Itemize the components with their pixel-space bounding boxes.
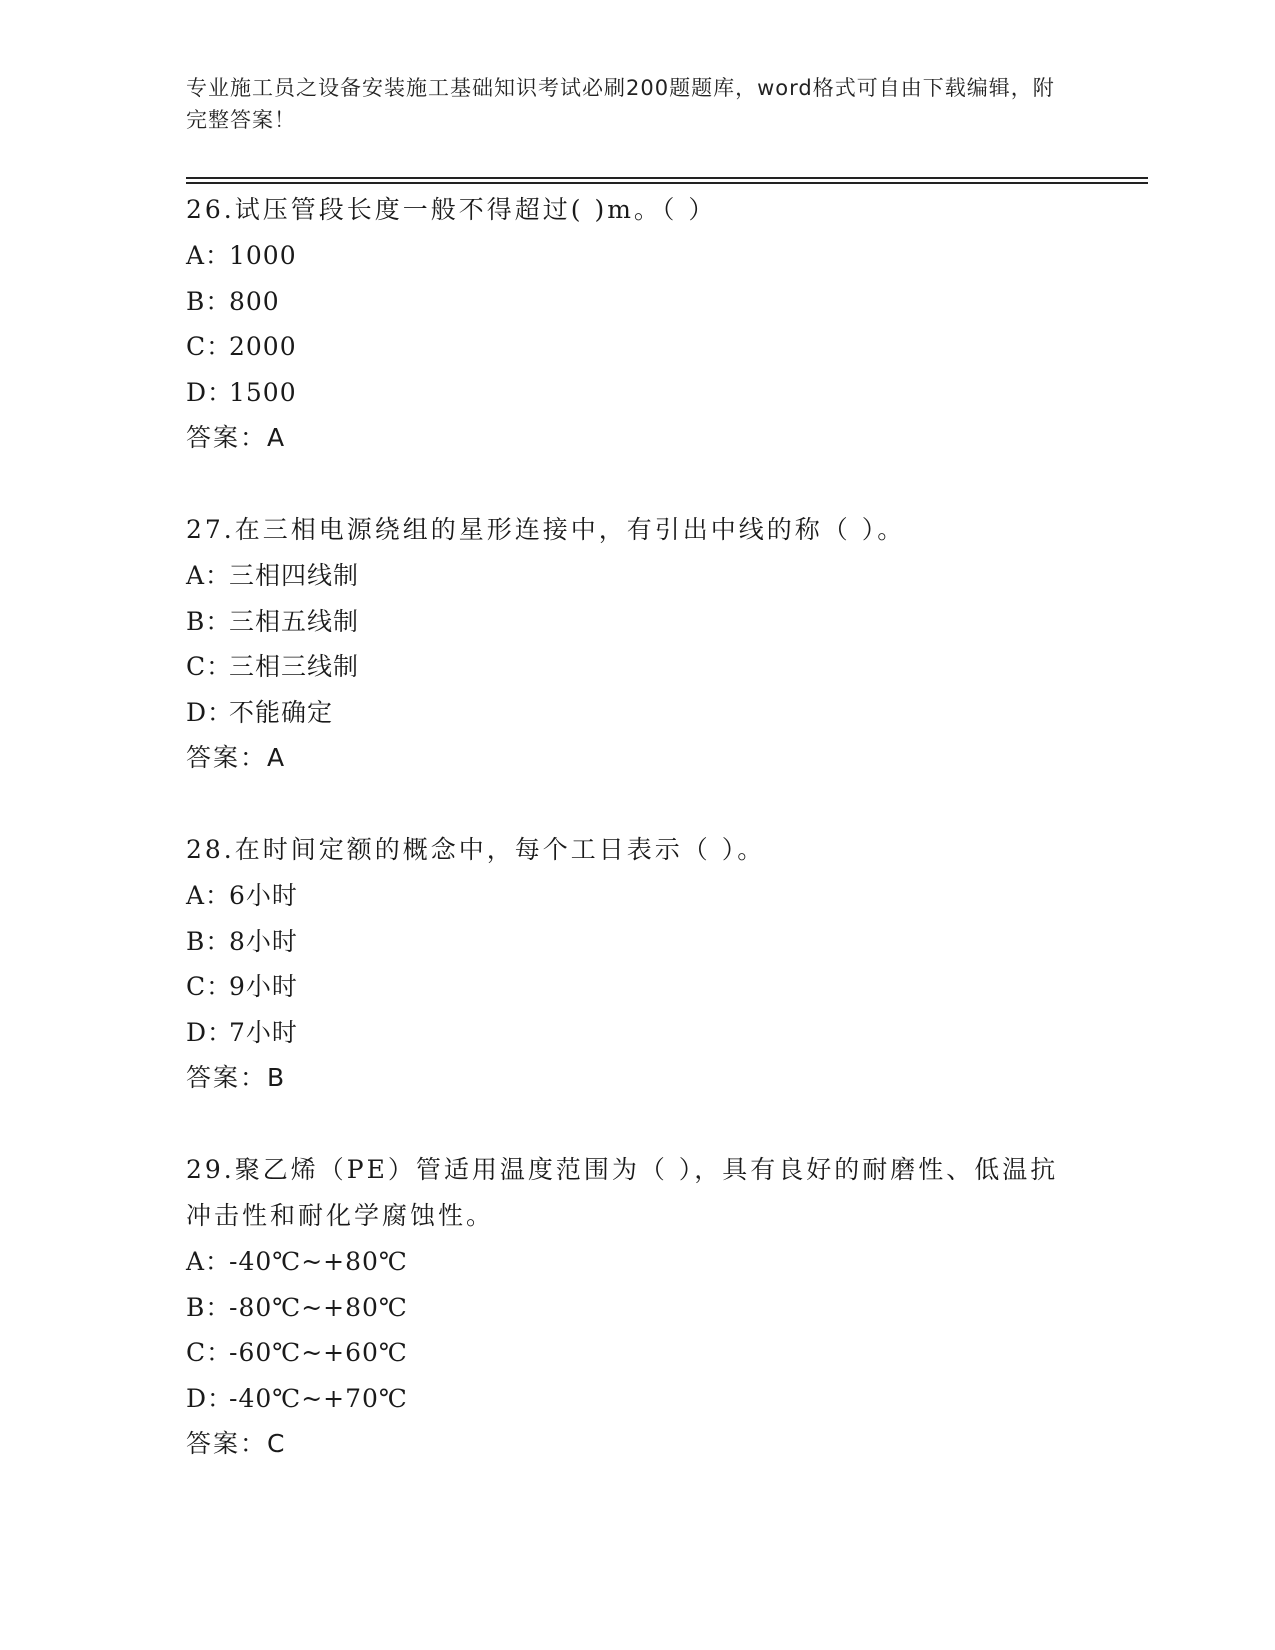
option-key: D：	[186, 697, 234, 727]
answer-label: 答案：	[186, 1429, 268, 1458]
option-key: B：	[186, 1292, 232, 1322]
answer-label: 答案：	[186, 1063, 268, 1092]
option-d	[186, 370, 1066, 416]
option-text: 三相四线制	[229, 561, 360, 590]
answer-value: C	[267, 1429, 285, 1458]
option-text: 2000	[229, 332, 297, 361]
option-key: B：	[186, 606, 232, 636]
option-text: 1500	[229, 377, 297, 407]
answer-value: A	[267, 423, 285, 452]
option-text: 三相五线制	[229, 606, 360, 636]
option-text: 1000	[229, 241, 297, 270]
option-d	[186, 1010, 1066, 1056]
question-26	[186, 187, 1066, 461]
option-text: 三相三线制	[229, 652, 360, 681]
option-b	[186, 599, 1066, 645]
answer-line	[186, 1421, 1066, 1467]
option-text: 7小时	[229, 1017, 298, 1047]
option-a	[186, 1239, 1066, 1285]
option-text: -40℃~+70℃	[229, 1383, 408, 1413]
option-text: 800	[229, 286, 280, 316]
option-a	[186, 233, 1066, 279]
option-key: D：	[186, 1017, 234, 1047]
option-key: D：	[186, 1383, 234, 1413]
option-d	[186, 690, 1066, 736]
answer-label: 答案：	[186, 743, 268, 772]
option-key: A：	[186, 241, 232, 270]
header-divider-top	[186, 177, 1148, 179]
option-key: C：	[186, 652, 233, 681]
option-text: 不能确定	[229, 697, 334, 727]
option-b	[186, 919, 1066, 965]
answer-line	[186, 735, 1066, 781]
answer-line	[186, 415, 1066, 461]
option-c	[186, 644, 1066, 690]
question-29	[186, 1147, 1066, 1467]
option-b	[186, 279, 1066, 325]
question-stem: 27.在三相电源绕组的星形连接中，有引出中线的称（ ）。	[186, 515, 906, 544]
option-key: C：	[186, 1338, 233, 1367]
option-key: C：	[186, 332, 233, 361]
option-c	[186, 324, 1066, 370]
option-b	[186, 1285, 1066, 1331]
option-text: 8小时	[229, 926, 298, 956]
option-key: B：	[186, 926, 232, 956]
question-27	[186, 507, 1066, 781]
option-a	[186, 873, 1066, 919]
option-c	[186, 1330, 1066, 1376]
option-key: D：	[186, 377, 234, 407]
option-text: -80℃~+80℃	[229, 1292, 408, 1322]
option-key: A：	[186, 1247, 232, 1276]
option-d	[186, 1376, 1066, 1422]
option-key: A：	[186, 881, 232, 910]
question-stem: 26.试压管段长度一般不得超过( )m。（ ）	[186, 195, 717, 224]
option-text: 9小时	[229, 972, 298, 1001]
option-key: A：	[186, 561, 232, 590]
document-header: 专业施工员之设备安装施工基础知识考试必刷200题题库，word格式可自由下载编辑，附完整答案！	[186, 76, 1055, 132]
question-stem: 28.在时间定额的概念中，每个工日表示（ ）。	[186, 835, 766, 864]
answer-label: 答案：	[186, 423, 268, 452]
question-28	[186, 827, 1066, 1101]
option-key: C：	[186, 972, 233, 1001]
option-text: 6小时	[229, 881, 298, 910]
question-list	[186, 187, 1066, 1513]
answer-line	[186, 1055, 1066, 1101]
option-text: -40℃~+80℃	[229, 1247, 408, 1276]
option-key: B：	[186, 286, 232, 316]
answer-value: B	[267, 1063, 285, 1092]
option-text: -60℃~+60℃	[229, 1338, 408, 1367]
answer-value: A	[267, 743, 285, 772]
question-stem: 29.聚乙烯（PE）管适用温度范围为（ ），具有良好的耐磨性、低温抗冲击性和耐化学腐蚀性。	[186, 1155, 1059, 1230]
header-divider-bottom	[186, 182, 1148, 184]
option-c	[186, 964, 1066, 1010]
option-a	[186, 553, 1066, 599]
